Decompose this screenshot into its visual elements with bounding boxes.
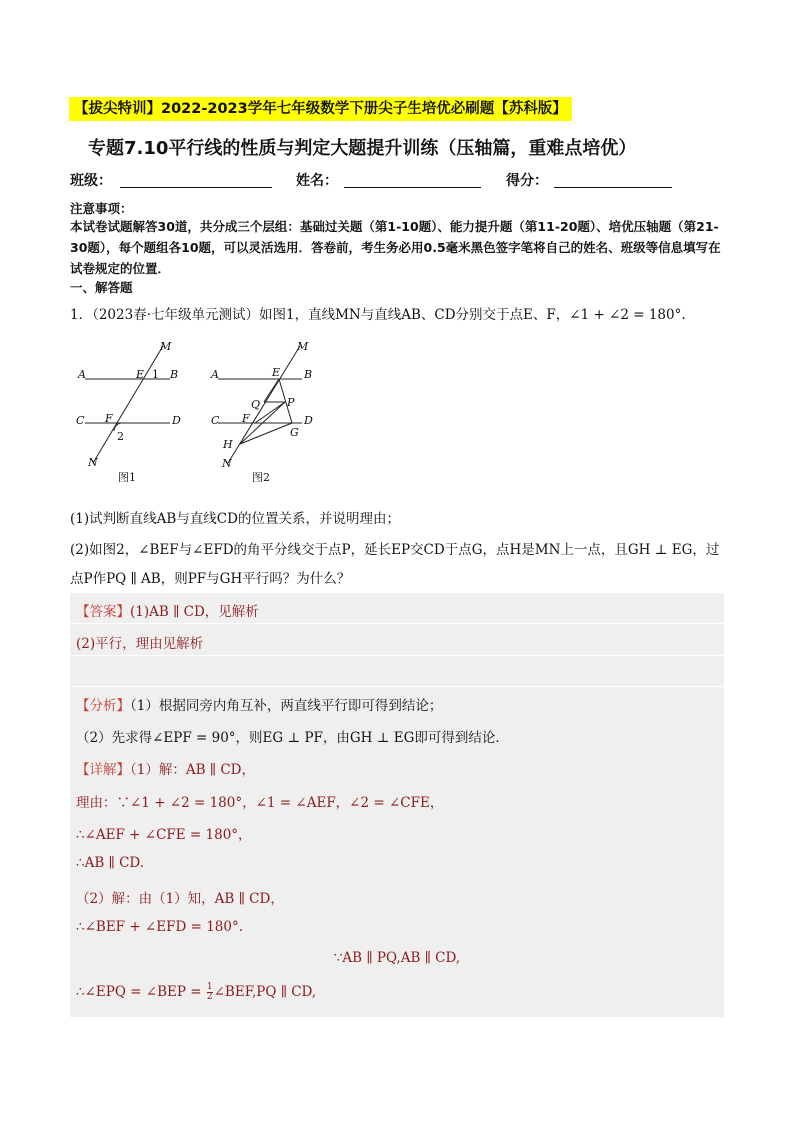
detail-8a: ∴∠EPQ = ∠BEP = <box>76 984 206 1000</box>
detail-tag: 【详解】 <box>76 762 130 778</box>
line-eq <box>264 379 279 402</box>
student-info-row <box>70 170 730 192</box>
detail-line-5: （2）解：由（1）知，AB ∥ CD， <box>76 891 284 907</box>
detail-line-8 <box>76 983 316 1002</box>
detail-line-2: 理由：∵∠1 + ∠2 = 180°，∠1 = ∠AEF，∠2 = ∠CFE， <box>76 795 444 811</box>
detail-line-7: ∵AB ∥ PQ,AB ∥ CD, <box>333 950 461 966</box>
divider <box>70 686 724 687</box>
answer-line-1 <box>76 600 259 620</box>
fig2-label: B <box>304 368 313 381</box>
analysis-line-1 <box>76 694 442 714</box>
page-title: 专题7.10平行线的性质与判定大题提升训练（压轴篇，重难点培优） <box>88 138 637 159</box>
notes-body: 本试卷试题解答30道，共分成三个层组：基础过关题（第1-10题）、能力提升题（第11-20题）、培优压轴题（第21-30题），每个题组各10题，可以灵活选用．答卷前，考生务必用0.5毫米黑色签字笔将自己的姓名、班级等信息填写在试卷规定的位置． <box>70 219 721 276</box>
question-part-2-line-2: 点P作PQ ∥ AB，则PF与GH平行吗？为什么？ <box>70 571 351 587</box>
figure-2-labels <box>210 340 313 470</box>
figure-1 <box>85 346 170 463</box>
fig1-label: 2 <box>117 430 124 443</box>
answer-panel <box>70 593 724 1017</box>
fig1-label: N <box>88 456 98 469</box>
question-part-1: (1)试判断直线AB与直线CD的位置关系，并说明理由； <box>70 511 400 527</box>
figure-1-caption: 图1 <box>118 471 136 484</box>
fig1-label: A <box>78 368 86 381</box>
fig1-label: M <box>160 340 172 353</box>
fig2-label: Q <box>251 398 261 411</box>
detail-line-6: ∴∠BEF + ∠EFD = 180°. <box>76 919 243 935</box>
fig2-label: G <box>290 426 299 439</box>
fig1-label: B <box>170 368 179 381</box>
detail-line-3: ∴∠AEF + ∠CFE = 180°， <box>76 827 252 843</box>
analysis-tag: 【分析】 <box>76 698 130 714</box>
fig2-label: F <box>242 412 250 425</box>
fraction-denominator: 2 <box>206 992 213 1002</box>
detail-1: （1）解：AB ∥ CD， <box>130 762 255 778</box>
divider <box>70 623 724 624</box>
fig1-label: E <box>136 368 145 381</box>
fig2-label: A <box>211 368 219 381</box>
fig1-label: F <box>105 412 113 425</box>
line-mn <box>93 346 163 463</box>
analysis-1: （1）根据同旁内角互补，两直线平行即可得到结论； <box>130 698 443 714</box>
fig2-label: M <box>297 340 309 353</box>
question-part-2-line-1: (2)如图2，∠BEF与∠EFD的角平分线交于点P，延长EP交CD于点G，点H是MN上一点，且GH ⊥ EG，过 <box>70 542 720 558</box>
score-label: 得分： <box>506 173 548 189</box>
section-title: 一、解答题 <box>70 280 133 295</box>
fig1-label: D <box>172 414 181 427</box>
analysis-line-2: （2）先求得∠EPF = 90°，则EG ⊥ PF，由GH ⊥ EG即可得到结论． <box>76 730 509 746</box>
answer-line-2: (2)平行，理由见解析 <box>76 636 204 652</box>
class-blank <box>120 187 272 188</box>
divider <box>70 655 724 656</box>
question-stem: 1．（2023春·七年级单元测试）如图1，直线MN与直线AB、CD分别交于点E、F，∠1 + ∠2 = 180°. <box>70 307 686 323</box>
fig2-label: H <box>223 438 233 451</box>
detail-line-1 <box>76 758 255 778</box>
fig2-label: E <box>272 366 281 379</box>
geometry-figures <box>70 336 330 486</box>
fig2-label: P <box>287 396 295 409</box>
class-label: 班级： <box>70 173 112 189</box>
fig2-label: N <box>222 457 232 470</box>
notes-heading: 注意事项： <box>70 201 133 216</box>
fig2-label: D <box>304 414 313 427</box>
detail-8b: ∠BEF,PQ ∥ CD, <box>213 984 317 1000</box>
answer-tag: 【答案】 <box>76 604 130 620</box>
fig1-label: 1 <box>152 368 159 381</box>
detail-line-4: ∴AB ∥ CD. <box>76 855 145 871</box>
score-blank <box>554 187 672 188</box>
name-label: 姓名： <box>296 173 338 189</box>
line-hg <box>240 423 292 444</box>
fig1-label: C <box>76 414 85 427</box>
one-half-fraction <box>207 983 213 1002</box>
fig2-label: C <box>211 414 220 427</box>
name-blank <box>344 187 481 188</box>
figure-2-caption: 图2 <box>252 471 270 484</box>
answer-1: (1)AB ∥ CD，见解析 <box>130 604 259 620</box>
fraction-numerator: 1 <box>206 982 213 992</box>
series-banner: 【拔尖特训】2022-2023学年七年级数学下册尖子生培优必刷题【苏科版】 <box>69 97 572 121</box>
